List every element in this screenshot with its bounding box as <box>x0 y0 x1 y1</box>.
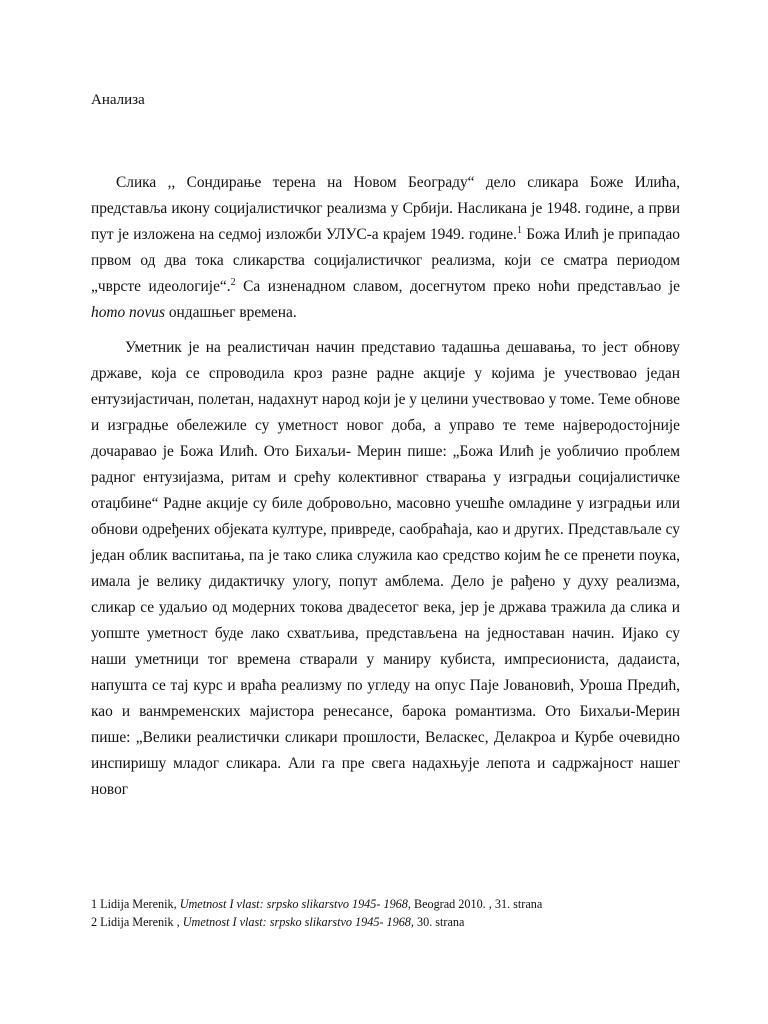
footnote-ref-1[interactable]: 1 <box>517 224 522 236</box>
document-heading: Анализа <box>91 92 145 108</box>
footnote-1 <box>91 895 691 913</box>
footnote-1-prefix: 1 Lidija Merenik, <box>91 897 180 911</box>
paragraph-1-text-b: Божа Илић је припадао првом од два тока сликарства социјалистичког реализма, који се сматра периодом „чврсте идеологије“. <box>91 226 681 295</box>
footnote-1-suffix: Beograd 2010. , 31. strana <box>410 897 543 911</box>
paragraph-1-text-d: ондашњег времена. <box>164 304 297 321</box>
paragraph-1-text-a: Слика ,, Сондирање терена на Новом Београду“ дело сликара Боже Илића, представља икону социјалистичког реализма у Србији. Насликана је 1948. године, а први пут је изложена на седмој изложби УЛУС-а крајем 1949. године. <box>91 174 680 243</box>
footnote-ref-2[interactable]: 2 <box>230 276 236 288</box>
paragraph-2: Уметник је на реалистичан начин представио тадашња дешавања, то јест обнову државе, која се спроводила кроз разне радне акције у којима је учествовао један ентузијастичан, полетан, надахнут народ који је у целини учествовао у томе. Теме обнове и изградње обележиле су уметност новог доба, а управо те теме најверодостојније дочаравао је Божа Илић. Ото Бихаљи- Мерин пише: „Божа Илић је уобличио проблем радног ентузијазма, ритам и срећу колективног стварања у изградњи социјалистичке отаџбине“ Радне акције су биле добровољно, масовно учешће омладине у изградњи или обнови одређених објеката културе, привреде, саобраћаја, као и других. Представљале су један облик васпитања, па је тако слика служила као средство којим ће се пренети поука, имала је велику дидактичку улогу, попут амблема. Дело је рађено у духу реализма, сликар се удаљио од модерних токова двадесетог века, јер је држава тражила да слика и уопште уметност буде лако схватљива, представљена на једноставан начин. Ијако су наши уметници тог времена стварали у маниру кубиста, импресиониста, дадаиста, напушта се тај курс и враћа реализму по угледу на опус Паје Јовановић, Уроша Предић, као и ванмременских мајистора ренесансе, барока романтизма. Ото Бихаљи-Мерин пише: „Велики реалистички сликари прошлости, Веласкес, Делакроа и Курбе очевидно инспиришу младог сликара. Али га пре свега надахњује лепота и садржајност нашег новог <box>91 339 680 798</box>
homo-novus-italic: homo novus <box>91 304 165 321</box>
footnote-2-prefix: 2 Lidija Merenik , <box>91 915 183 929</box>
document-body <box>91 170 680 803</box>
paragraph-1 <box>91 170 680 326</box>
footnote-2-title: Umetnost I vlast: srpsko slikarstvo 1945- 1968, <box>182 915 414 929</box>
footnote-2-suffix: 30. strana <box>413 915 465 929</box>
footnote-1-title: Umetnost I vlast: srpsko slikarstvo 1945- 1968, <box>179 897 411 911</box>
paragraph-1-text-c: Са изненадном славом, досегнутом преко ноћи представљао је <box>235 278 680 295</box>
footnote-2 <box>91 913 691 931</box>
footnotes <box>91 895 691 931</box>
